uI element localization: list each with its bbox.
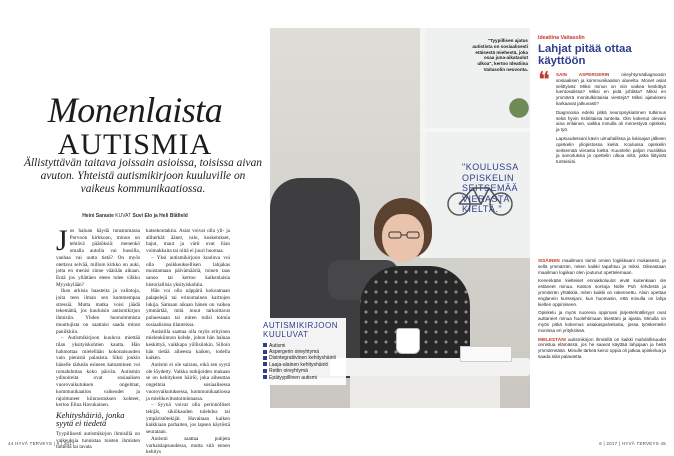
lead-word: SISÄINEN — [538, 258, 560, 263]
list-item-text: Epätyypillinen autismi — [269, 374, 318, 381]
pull-quote: "KOULUSSA OPISKELIN SEITSEMÄÄ VIERASTA KIELTÄ." — [462, 162, 519, 214]
mug-icon — [396, 328, 420, 354]
paragraph-text: autismikirjon ihmisillä on kaikki mahdollisuudet onnistua elämässä, jos he saavat käyttää lahjojaan ja heitä ymmärretään. Minulle tärkeä keino oppia oli jatkaa opiskelua ja saada siitä palautetta. — [538, 336, 667, 359]
list-item-text: Disintegratiivinen kehityshäiriö — [269, 355, 337, 362]
byline-label: KUVAT — [115, 213, 132, 219]
lead-word: SAIN ASPERGERIN — [556, 72, 610, 77]
body-paragraph — [538, 337, 666, 360]
byline-photographers: Suvi Elo ja Heli Blåfield — [132, 213, 188, 219]
body-paragraph — [56, 224, 140, 288]
body-paragraph: Autistilla saattaa olla myös erityinen mielenkiinnon kohde, johon hän haluaa keskittyä, vaikkapa yöllisiinkin. Silloin hän tietää aiheesta kaiken, todella kaiken. — [146, 328, 230, 362]
body-paragraph: Autismi saattaa puhjeta varhaislapsuudessa, mutta sitä ennen kehitys — [146, 435, 230, 456]
sidebar-title: Lahjat pitää ottaa käyttöön — [538, 43, 632, 68]
byline — [0, 213, 270, 219]
bullet-icon — [263, 350, 267, 354]
bullet-icon — [263, 343, 267, 347]
body-paragraph: Lapsuudessani kävin uimahallissa ja lukioajan jälkeen opiskelin yliopistossa kieliä. Koulussa opiskelin seitsemää vierasta kieltä. Kuuntelin paljon musiikkia ja sanoituksia ja opettelin ulkoa niitä, jotka liittyivät tunteisiini. — [556, 135, 666, 165]
paragraph-text: maailmani toimii omien logiikkaani mukaisesti, ja sellä ymmärrän, miten kaikki tapahtuu ja miksi. Oikeastaan maailman logiikan olen joutunut opettelemaan. — [538, 258, 666, 275]
bullet-icon — [263, 362, 267, 366]
list-item-text: Laaja-alainen kehityshäiriö — [269, 361, 329, 368]
body-paragraph — [538, 258, 666, 275]
list-item-text: Autismi — [269, 342, 286, 349]
left-page — [0, 0, 270, 456]
glasses-icon — [384, 231, 424, 239]
list-item-text: Aspergerin oireyhtymä — [269, 349, 320, 355]
body-paragraph: – Syynä voivat olla perinnölliset tekijät, sikiökauden tulehdus tai ympäristötekijät. Havaitaan kaiken kaikkiaan parhaiten, jos lapsen käytöstä seurataan. — [146, 402, 230, 436]
info-box — [258, 318, 346, 385]
photo-window-bar — [420, 128, 530, 132]
body-paragraph: Hän voi olla näppärä kokoamaan palapelejä tai erinomainen karttojen lukija. Samaan aikaan hänen on vaikea ymmärtää, mitä muut tarkoittavat puhuessaan tai miten tulisi toimia sosiaalisissa tilanteissa. — [146, 288, 230, 328]
sidebar-kicker: Ideatiina Vaitasolin — [538, 35, 585, 41]
body-paragraph: – Autismikirjoon kuuluva miettää tilan yksityiskohtien kautta. Hän hahmottaa mielellään kokonaisuuden vain pienistä palasista. Siksi jonkin hänelle tärkeän esineen katoaminen voi romahduttaa koko päivän. Autismin ydinoireita ovat sosiaalisen vuorovaikutuksen ongelmat, kommunikaation vaikeudet ja rajoittuneet kiinnostuksen kohteet, kertoo Elina Havukainen. — [56, 335, 140, 409]
info-box-list — [263, 343, 341, 381]
body-paragraph: Tyypillisesti autismikirjon ihmisillä on vaikeuksia tunnistaa toisten ihmisten tunteita tai tavata — [56, 430, 140, 451]
section-subhead: Kehityshäiriö, jonka syytä ei tiedetä — [56, 410, 125, 429]
body-paragraph — [556, 72, 666, 107]
body-paragraph: katsekontaktia. Asiat voivat olla yli- ja aliherkät: äänet, valo, kosketukset, hajut, maut ja värit ovat liian voimakkaita tai niitä ei juuri huomaa. — [146, 228, 230, 255]
page-footer-left: 44 HYVÄ TERVEYS | 6 | 2017 — [8, 441, 75, 446]
info-box-title: AUTISMIKIRJOON KUULUVAT — [263, 321, 339, 339]
headline-line-1: Monenlaista — [47, 90, 223, 130]
body-paragraph: Autismi ei ole sairaus, eikä sen syytä ole löydetty. Vaikka tutkijoiden mukaan se on kehityksen häiriö, joka aiheuttaa ongelmia sosiaalisessa vuorovaikutuksessa, kommunikaatiossa ja mielikuvitustoiminnassa. — [146, 362, 230, 402]
book-icon — [460, 346, 512, 362]
list-item-text: Rettin oireyhtymä — [269, 368, 308, 375]
quote-mark-icon: ❝ — [538, 67, 550, 92]
drop-cap: J — [56, 224, 68, 257]
body-column-2 — [146, 228, 230, 456]
paragraph-text: oireyhtymädiagnoosin sosiaalisen ja kommunikaation alueelta. Monet asiat selittyivät: Miksi minun on niin vaikea keskittyä luentosalissa? Miksi en pidä juhlista? Miksi en ymmärrä monitulkintaisia viestejä? Miksi ajatukseni karkaavat jatkuvasti? — [556, 72, 666, 106]
body-paragraph: Kenenkään kielteiset ennakkoluulot eivät kuitenkaan ole estäneet minua. Katson sorsoja Nolle Puh -lehdestä ja ymmärrän yhtäkkiä, miten kaikki on rakennettu. Aloin opettaa englannin kurssejani, kun huomasin, että minulla on lahja kielten oppimiseen. — [538, 278, 666, 307]
body-paragraph: – Yksi autismikirjoon kuuluva voi olla poikkeuksellisen lahjakas muistamaan päivämääriä, toinen taas sanoo tai kertoo kaikenlaisia historiallisia yksityiskohtia. — [146, 254, 230, 288]
byline-author: Heini Saraste — [82, 213, 114, 219]
bullet-icon — [263, 356, 267, 360]
bullet-icon — [263, 369, 267, 373]
paragraph-text: os haluan käydä tutustumassa Porvoon kirkkoon, minun on tehtävä päätöksiä: menenkö omalla autolla vai bussilla, vanhaa vai uutta tietä? On myös otettava selvää, milloin kirkko on auki, jotta en menisi sinne väärään aikaan. Entä jos yllättäen eteen tulee vilkku Myyskylään? — [56, 228, 140, 288]
plant-icon — [506, 88, 532, 128]
headline-line-2: AUTISMIA — [57, 128, 213, 161]
body-column-1 — [56, 224, 140, 451]
bullet-icon — [263, 375, 267, 379]
photo-caption-quote: "Tyypillisen ajatus autistista on sosiaalisesti etäisestä miehestä, joka osaa juna-aikataulut ulkoa", kertoo Ideatiina Vaitasolin neuvonta. — [472, 38, 528, 72]
page-footer-right: 6 | 2017 | HYVÄ TERVEYS 45 — [599, 441, 666, 446]
lead-word: MIELESTÄNI — [538, 336, 566, 342]
article-headline — [0, 92, 270, 160]
body-paragraph: Opiskelu ja myös nuorena oppimani järjestelmällisyys ovat auttaneet minua huolehtimaan itsestäni ja ajasta. Minulla on myös pitkä kokemus asiakaspalvelusta, jossa työskentelin monissa eri yrityksissä. — [538, 310, 666, 333]
table-base — [350, 376, 500, 408]
article-lead: Ällistyttävän taitava joissain asioissa, toisissa aivan avuton. Yhteistä autismikirjoon kuuluville on vaikeus kommunikaatiossa. — [24, 157, 262, 195]
body-paragraph: Diagnoosia edelsi pitkä neuropsykiatrinen tutkimus sekä hyvin ristiriitaisia tunteita. Olin kokenut olevani aina erilainen, vaikka minulla oli menestyvä opiskelu ja työ. — [556, 109, 666, 133]
sidebar-body-top — [556, 72, 666, 168]
sidebar-body-bottom — [538, 258, 666, 363]
list-item — [263, 375, 341, 381]
body-paragraph: Ihan arkisia haasteita ja valintoja, joita teen ilman sen kummempaa stressiä. Mutta matka voisi jäädä tekemättä, jos kuuluisin autismikirjon ihmisiin. Yhden huonoimmista muuttujista on saattaisi saada minut paniikkiin. — [56, 288, 140, 335]
